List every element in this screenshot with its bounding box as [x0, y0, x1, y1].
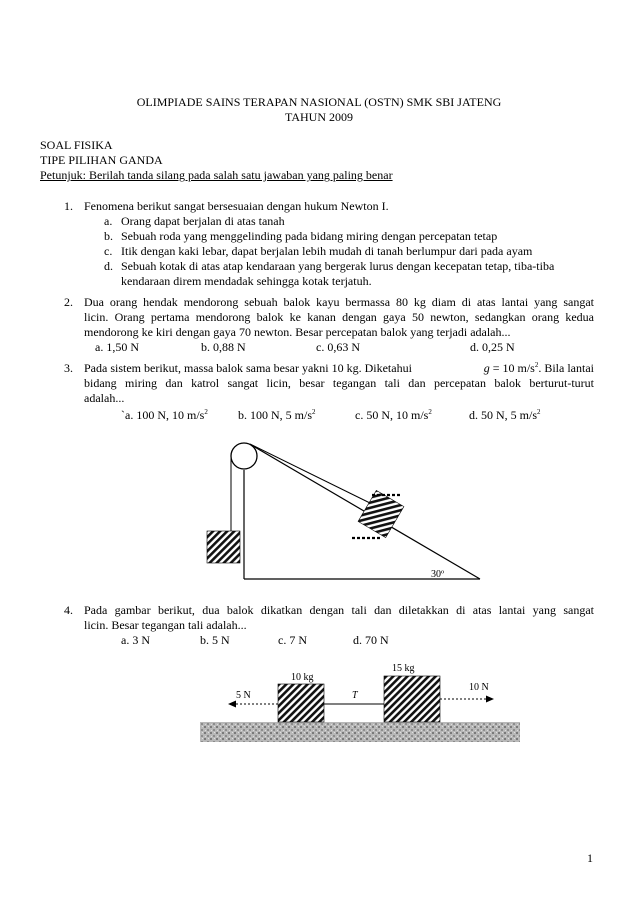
question-3-number: 3.	[64, 361, 73, 375]
floor	[200, 722, 520, 742]
q3-line-1-tail: . Bila lantai	[538, 361, 594, 375]
block-10kg	[278, 684, 324, 722]
label-15kg: 15 kg	[392, 663, 415, 674]
question-1-text: Fenomena berikut sangat bersesuaian dengan hukum Newton I.	[84, 199, 389, 213]
label-5n: 5 N	[236, 690, 251, 701]
q3-option-d-exp: 2	[537, 408, 541, 416]
question-3-line-3: adalah...	[84, 391, 125, 405]
question-4-line-2: licin. Besar tegangan tali adalah...	[84, 618, 247, 632]
block-15kg	[384, 676, 440, 722]
q2-option-c[interactable]: c. 0,63 N	[316, 340, 360, 354]
q1-option-d[interactable]: Sebuah kotak di atas atap kendaraan yang bergerak lurus dengan kecepatan tetap, tiba-tiba	[121, 259, 555, 273]
page-number: 1	[587, 851, 593, 865]
q2-option-b[interactable]: b. 0,88 N	[201, 340, 246, 354]
force-10n-arrowhead	[486, 696, 494, 703]
force-5n-arrowhead	[228, 701, 236, 708]
q4-option-a[interactable]: a. 3 N	[121, 633, 150, 647]
question-2-line-2: licin. Orang pertama mendorong balok ke kanan dengan gaya 50 newton, sedangkan orang kedua	[84, 310, 594, 324]
question-4-line-1: Pada gambar berikut, dua balok dikatkan dengan tali dan diletakkan di atas lantai yang sangat	[84, 603, 594, 617]
question-3-line-2: bidang miring dan katrol sangat licin, besar tegangan tali dan percepatan balok berturut-turut	[84, 376, 594, 390]
question-type-label: TIPE PILIHAN GANDA	[40, 153, 163, 167]
q4-option-d[interactable]: d. 70 N	[353, 633, 389, 647]
question-2-line-3: mendorong ke kiri dengan gaya 70 newton. Besar percepatan balok yang terjadi adalah...	[84, 325, 511, 339]
label-tension: T	[352, 690, 358, 701]
question-2-number: 2.	[64, 295, 73, 309]
q2-option-d[interactable]: d. 0,25 N	[470, 340, 515, 354]
document-year: TAHUN 2009	[284, 110, 354, 124]
q4-option-c[interactable]: c. 7 N	[278, 633, 307, 647]
question-1-number: 1.	[64, 199, 73, 213]
q3-option-a-text: `a. 100 N, 10 m/s	[121, 408, 205, 422]
q4-option-b[interactable]: b. 5 N	[200, 633, 230, 647]
label-10kg: 10 kg	[291, 672, 314, 683]
q3-option-b-exp: 2	[312, 408, 316, 416]
q3-option-a-exp: 2	[204, 408, 208, 416]
q1-option-a-letter[interactable]: a.	[104, 214, 113, 228]
q3-gravity-exp: 2	[534, 361, 539, 369]
instruction-text: Petunjuk: Berilah tanda silang pada salah satu jawaban yang paling benar	[40, 168, 393, 182]
q1-option-b[interactable]: Sebuah roda yang menggelinding pada bidang miring dengan percepatan tetap	[121, 229, 498, 243]
q1-option-c-letter[interactable]: c.	[104, 244, 113, 258]
q2-option-a[interactable]: a. 1,50 N	[95, 340, 139, 354]
q3-option-c-text: c. 50 N, 10 m/s	[355, 408, 429, 422]
q3-option-d-text: d. 50 N, 5 m/s	[469, 408, 538, 422]
question-2-line-1: Dua orang hendak mendorong sebuah balok kayu bermassa 80 kg diam di atas lantai yang sangat	[84, 295, 594, 309]
q1-option-c[interactable]: Itik dengan kaki lebar, dapat berjalan lebih mudah di tanah berlumpur dari pada ayam	[121, 244, 533, 258]
q1-option-d-letter[interactable]: d.	[104, 259, 113, 273]
subject-label: SOAL FISIKA	[40, 138, 113, 152]
q1-option-a[interactable]: Orang dapat berjalan di atas tanah	[121, 214, 285, 228]
q3-angle-label: 30º	[431, 569, 445, 580]
label-10n: 10 N	[469, 682, 489, 693]
q3-option-b-text: b. 100 N, 5 m/s	[238, 408, 313, 422]
q1-option-d-continued: kendaraan direm mendadak sehingga kotak terjatuh.	[121, 274, 372, 288]
q3-line-1-start: Pada sistem berikut, massa balok sama besar yakni 10 kg. Diketahui	[84, 361, 412, 375]
q1-option-b-letter[interactable]: b.	[104, 229, 113, 243]
q3-gravity-value: = 10 m/s	[492, 361, 535, 375]
q3-option-c-exp: 2	[428, 408, 432, 416]
document-title: OLIMPIADE SAINS TERAPAN NASIONAL (OSTN) SMK SBI JATENG	[136, 95, 502, 109]
question-4-number: 4.	[64, 603, 73, 617]
q3-gravity-symbol: g	[483, 361, 490, 375]
